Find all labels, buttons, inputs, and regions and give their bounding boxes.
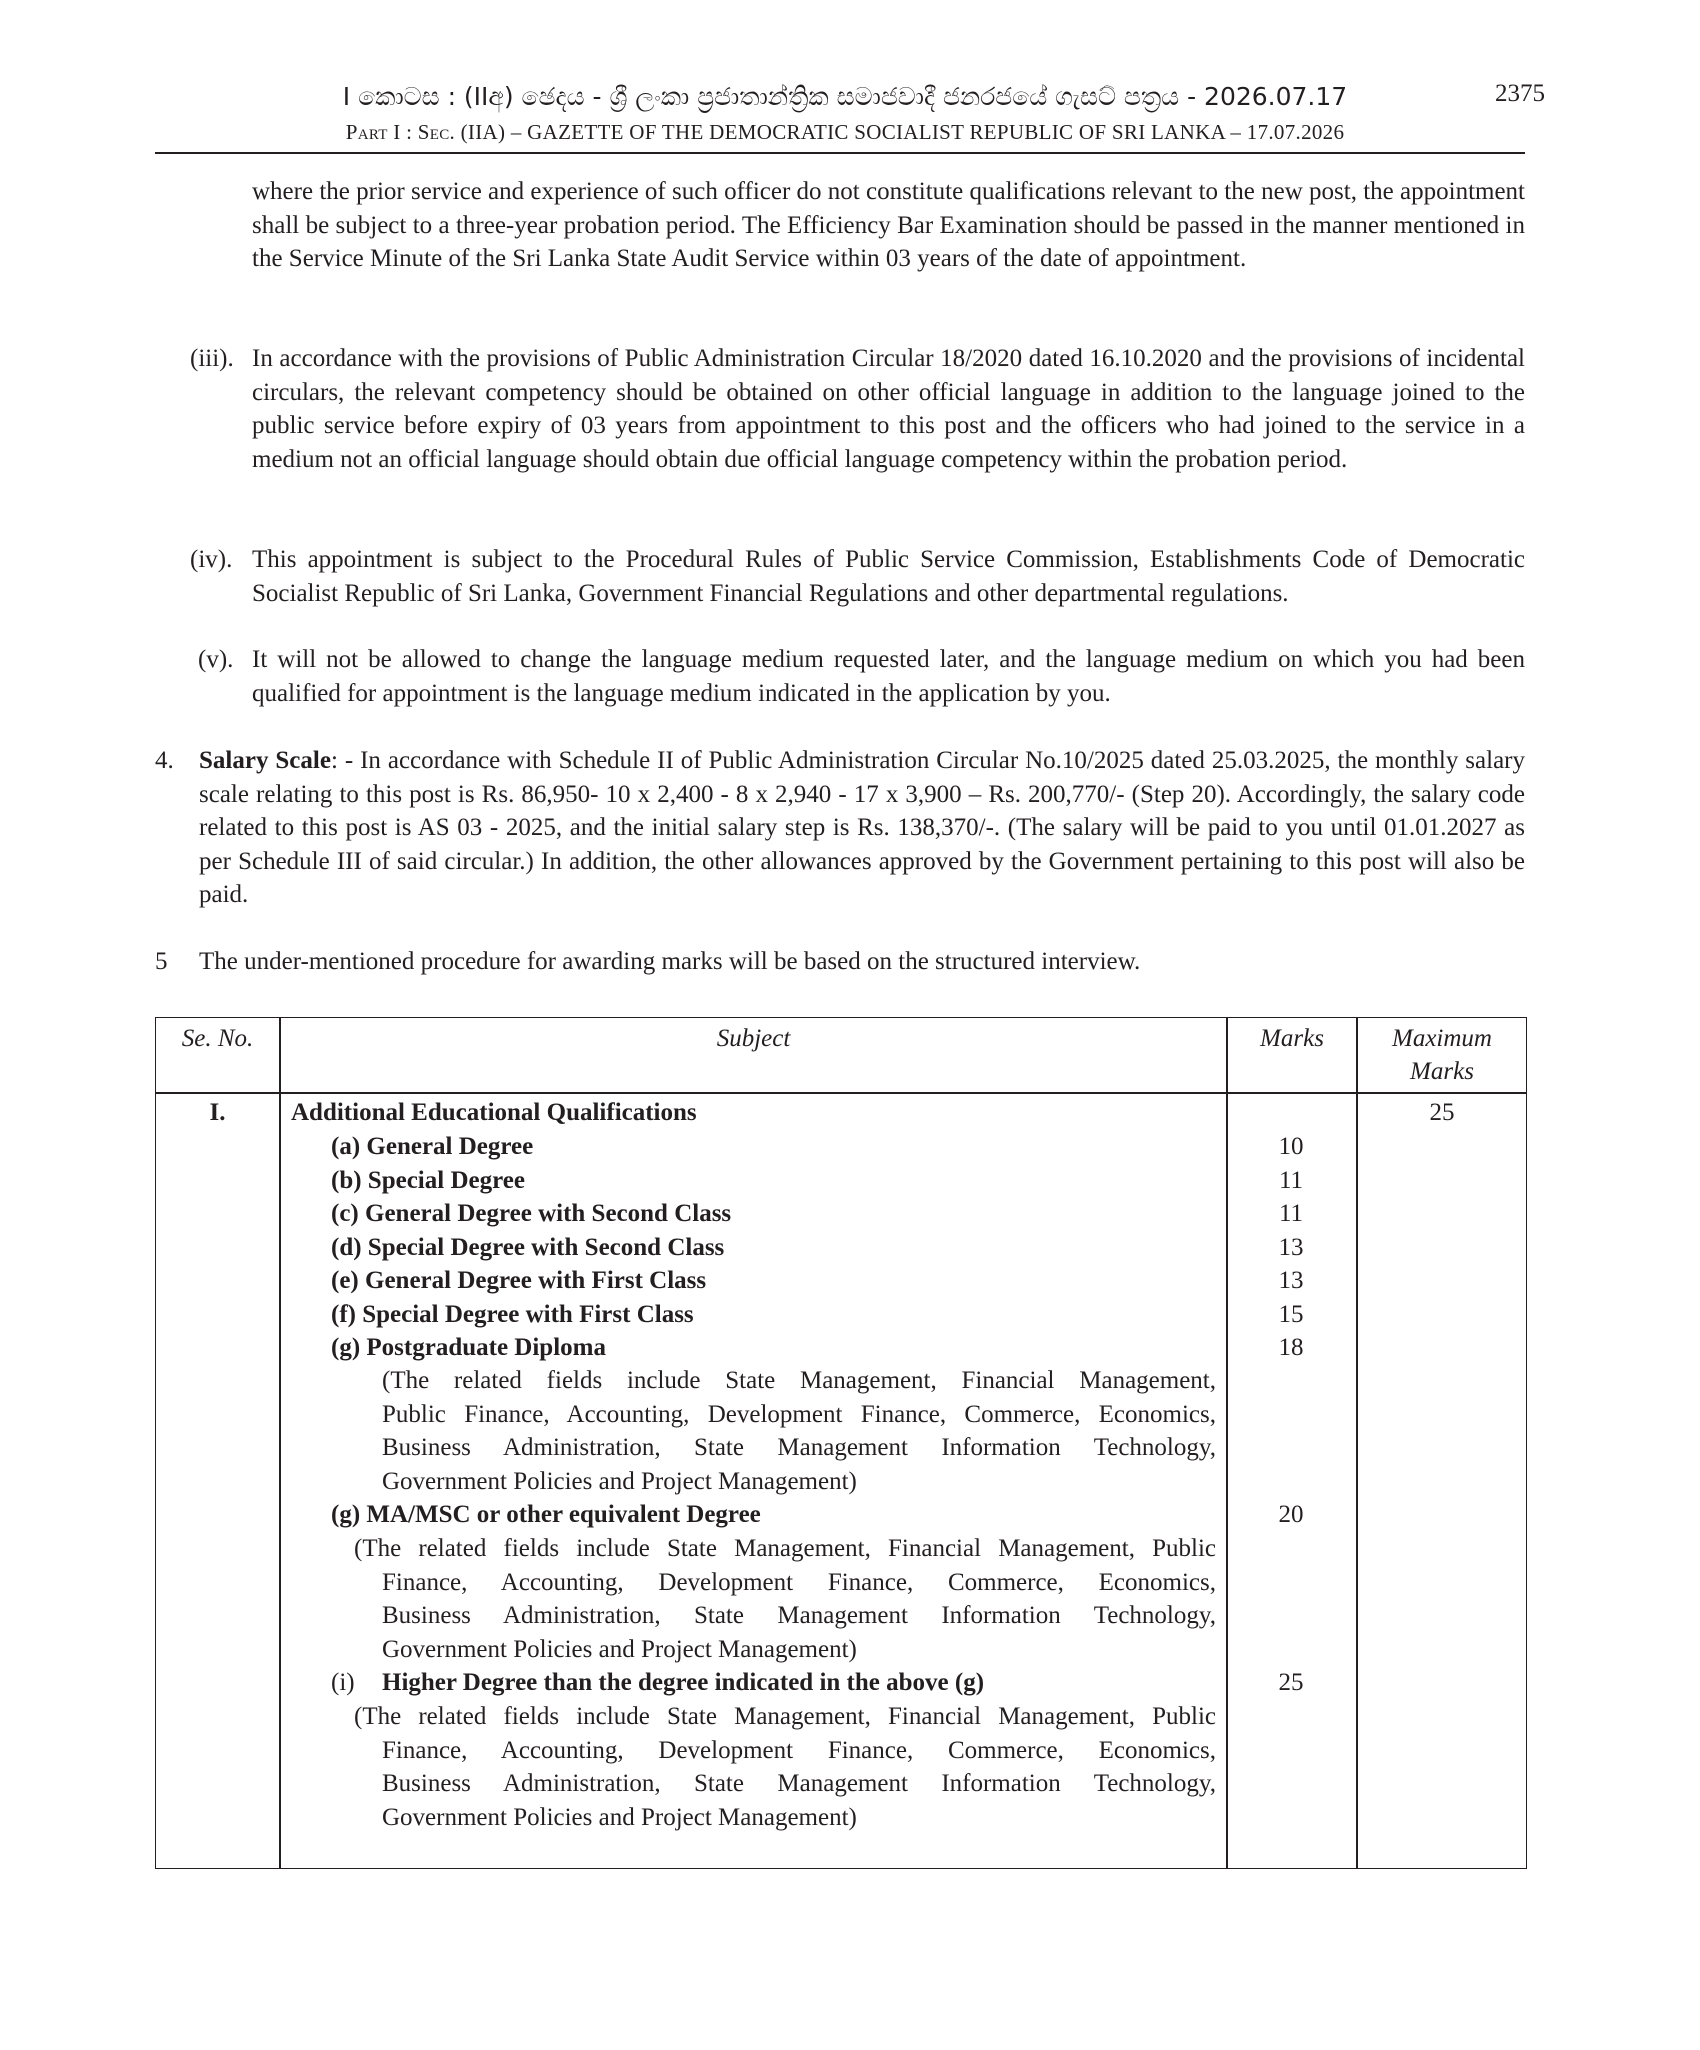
qualification-marks: 15 [1278, 1300, 1304, 1328]
item-iv-paragraph: This appointment is subject to the Procedural Rules of Public Service Commission, Establishments Code of Democratic Socialist Republic of Sri Lanka, Government Financial Regulations and other departmental regulations. [252, 546, 1525, 607]
item-v-number: (v). [198, 646, 234, 673]
row-title: Additional Educational Qualifications [291, 1099, 697, 1126]
qualification-item: (f) Special Degree with First Class [331, 1300, 694, 1328]
qualification-item-ma-msc: (g) MA/MSC or other equivalent Degree [331, 1501, 761, 1528]
table-divider [279, 1018, 281, 1868]
marks-table [155, 1017, 1527, 1869]
section-4-title: Salary Scale [199, 747, 331, 774]
header-part: Part I : Sec. [345, 120, 456, 144]
qualification-marks: 13 [1278, 1267, 1304, 1294]
qualification-marks-higher-degree: 25 [1278, 1669, 1304, 1696]
note-line: Public Finance, Accounting, Development Finance, Commerce, Economics, [382, 1400, 1216, 1428]
note-line: Government Policies and Project Management) [382, 1803, 857, 1831]
qualification-item: (d) Special Degree with Second Class [331, 1233, 725, 1261]
note-line: Finance, Accounting, Development Finance, Commerce, Economics, [382, 1568, 1216, 1596]
section-4-paragraph [199, 744, 1525, 912]
note-line: Business Administration, State Management Information Technology, [382, 1434, 1216, 1461]
note-line: Government Policies and Project Management) [382, 1467, 857, 1495]
qualification-marks: 11 [1278, 1166, 1304, 1194]
row-se-no: I. [209, 1099, 226, 1126]
header-se-no: Se. No. [181, 1025, 254, 1052]
row-max-marks: 25 [1429, 1099, 1455, 1126]
section-4-number: 4. [155, 747, 174, 774]
section-5-number: 5 [155, 948, 168, 975]
qualification-item: (g) Postgraduate Diploma [331, 1334, 606, 1361]
qualification-item-higher-degree: Higher Degree than the degree indicated in the above (g) [382, 1669, 985, 1696]
qualification-marks-ma-msc: 20 [1278, 1501, 1304, 1528]
note-line: (The related fields include State Management, Financial Management, [382, 1367, 1216, 1394]
note-line: Business Administration, State Management Information Technology, [382, 1602, 1216, 1629]
note-related-fields-3 [354, 1700, 1216, 1834]
qualification-item: (a) General Degree [331, 1133, 534, 1160]
header-subject: Subject [716, 1025, 791, 1052]
note-line: (The related fields include State Management, Financial Management, Public [354, 1703, 1216, 1730]
continuation-paragraph: where the prior service and experience of such officer do not constitute qualifications relevant to the new post, the appointment shall be subject to a three-year probation period. The Efficiency Bar Examination should be passed in the manner mentioned in the Service Minute of the Sri Lanka State Audit Service within 03 years of the date of appointment. [252, 178, 1525, 272]
section-4-text: : - In accordance with Schedule II of Public Administration Circular No.10/2025 dated 25.03.2025, the monthly salary scale relating to this post is Rs. 86,950- 10 x 2,400 - 8 x 2,940 - 17 x 3,900 – Rs. 200,770/- (Step 20). Accordingly, the salary code related to this post is AS 03 - 2025, and the initial salary step is Rs. 138,370/-. (The salary will be paid to you until 01.01.2027 as per Schedule III of said circular.) In addition, the other allowances approved by the Government pertaining to this post will also be paid. [199, 747, 1525, 908]
header-english-line [155, 120, 1535, 145]
section-5-paragraph: The under-mentioned procedure for awarding marks will be based on the structured interview. [199, 948, 1141, 975]
item-iii-paragraph: In accordance with the provisions of Public Administration Circular 18/2020 dated 16.10.2020 and the provisions of incidental circulars, the relevant competency should be obtained on other official language in addition to the language joined to the public service before expiry of 03 years from appointment to this post and the officers who had joined to the service in a medium not an official language should obtain due official language competency within the probation period. [252, 345, 1525, 473]
header-sinhala-line: I කොටස : (IIඅ) ඡෙදය - ශ්‍රී ලංකා ප්‍රජාතාන්ත්‍රික සමාජවාදී ජනරජයේ ගැසට් පත්‍රය - 2026.07.17 [342, 82, 1348, 111]
item-iii-number: (iii). [190, 345, 234, 372]
qualification-item-i-prefix: (i) [331, 1669, 355, 1696]
qualification-item: (e) General Degree with First Class [331, 1267, 707, 1294]
table-divider [1356, 1018, 1358, 1868]
note-line: (The related fields include State Management, Financial Management, Public [354, 1535, 1216, 1562]
header-rule [155, 152, 1525, 154]
header-maximum-marks: Maximum Marks [1392, 1025, 1492, 1085]
note-related-fields-2 [354, 1532, 1216, 1666]
page-header [155, 80, 1545, 152]
header-marks: Marks [1260, 1025, 1324, 1052]
note-line: Business Administration, State Management Information Technology, [382, 1770, 1216, 1797]
note-line: Government Policies and Project Management) [382, 1635, 857, 1663]
qualification-item: (c) General Degree with Second Class [331, 1200, 732, 1227]
note-line: Finance, Accounting, Development Finance, Commerce, Economics, [382, 1736, 1216, 1764]
table-header-rule [156, 1092, 1526, 1094]
qualification-item: (b) Special Degree [331, 1166, 525, 1194]
page-number: 2375 [1495, 80, 1545, 107]
header-gazette-title: (IIA) – GAZETTE OF THE DEMOCRATIC SOCIALIST REPUBLIC OF SRI LANKA – 17.07.2026 [460, 120, 1345, 144]
qualification-marks: 18 [1278, 1334, 1304, 1361]
item-iv-number: (iv). [190, 546, 233, 573]
qualification-marks: 11 [1278, 1200, 1304, 1227]
item-v-paragraph: It will not be allowed to change the language medium requested later, and the language medium on which you had been qualified for appointment is the language medium indicated in the application by you. [252, 646, 1525, 707]
qualification-marks: 10 [1278, 1133, 1304, 1160]
note-related-fields-1 [382, 1364, 1216, 1498]
qualification-marks: 13 [1278, 1233, 1304, 1261]
